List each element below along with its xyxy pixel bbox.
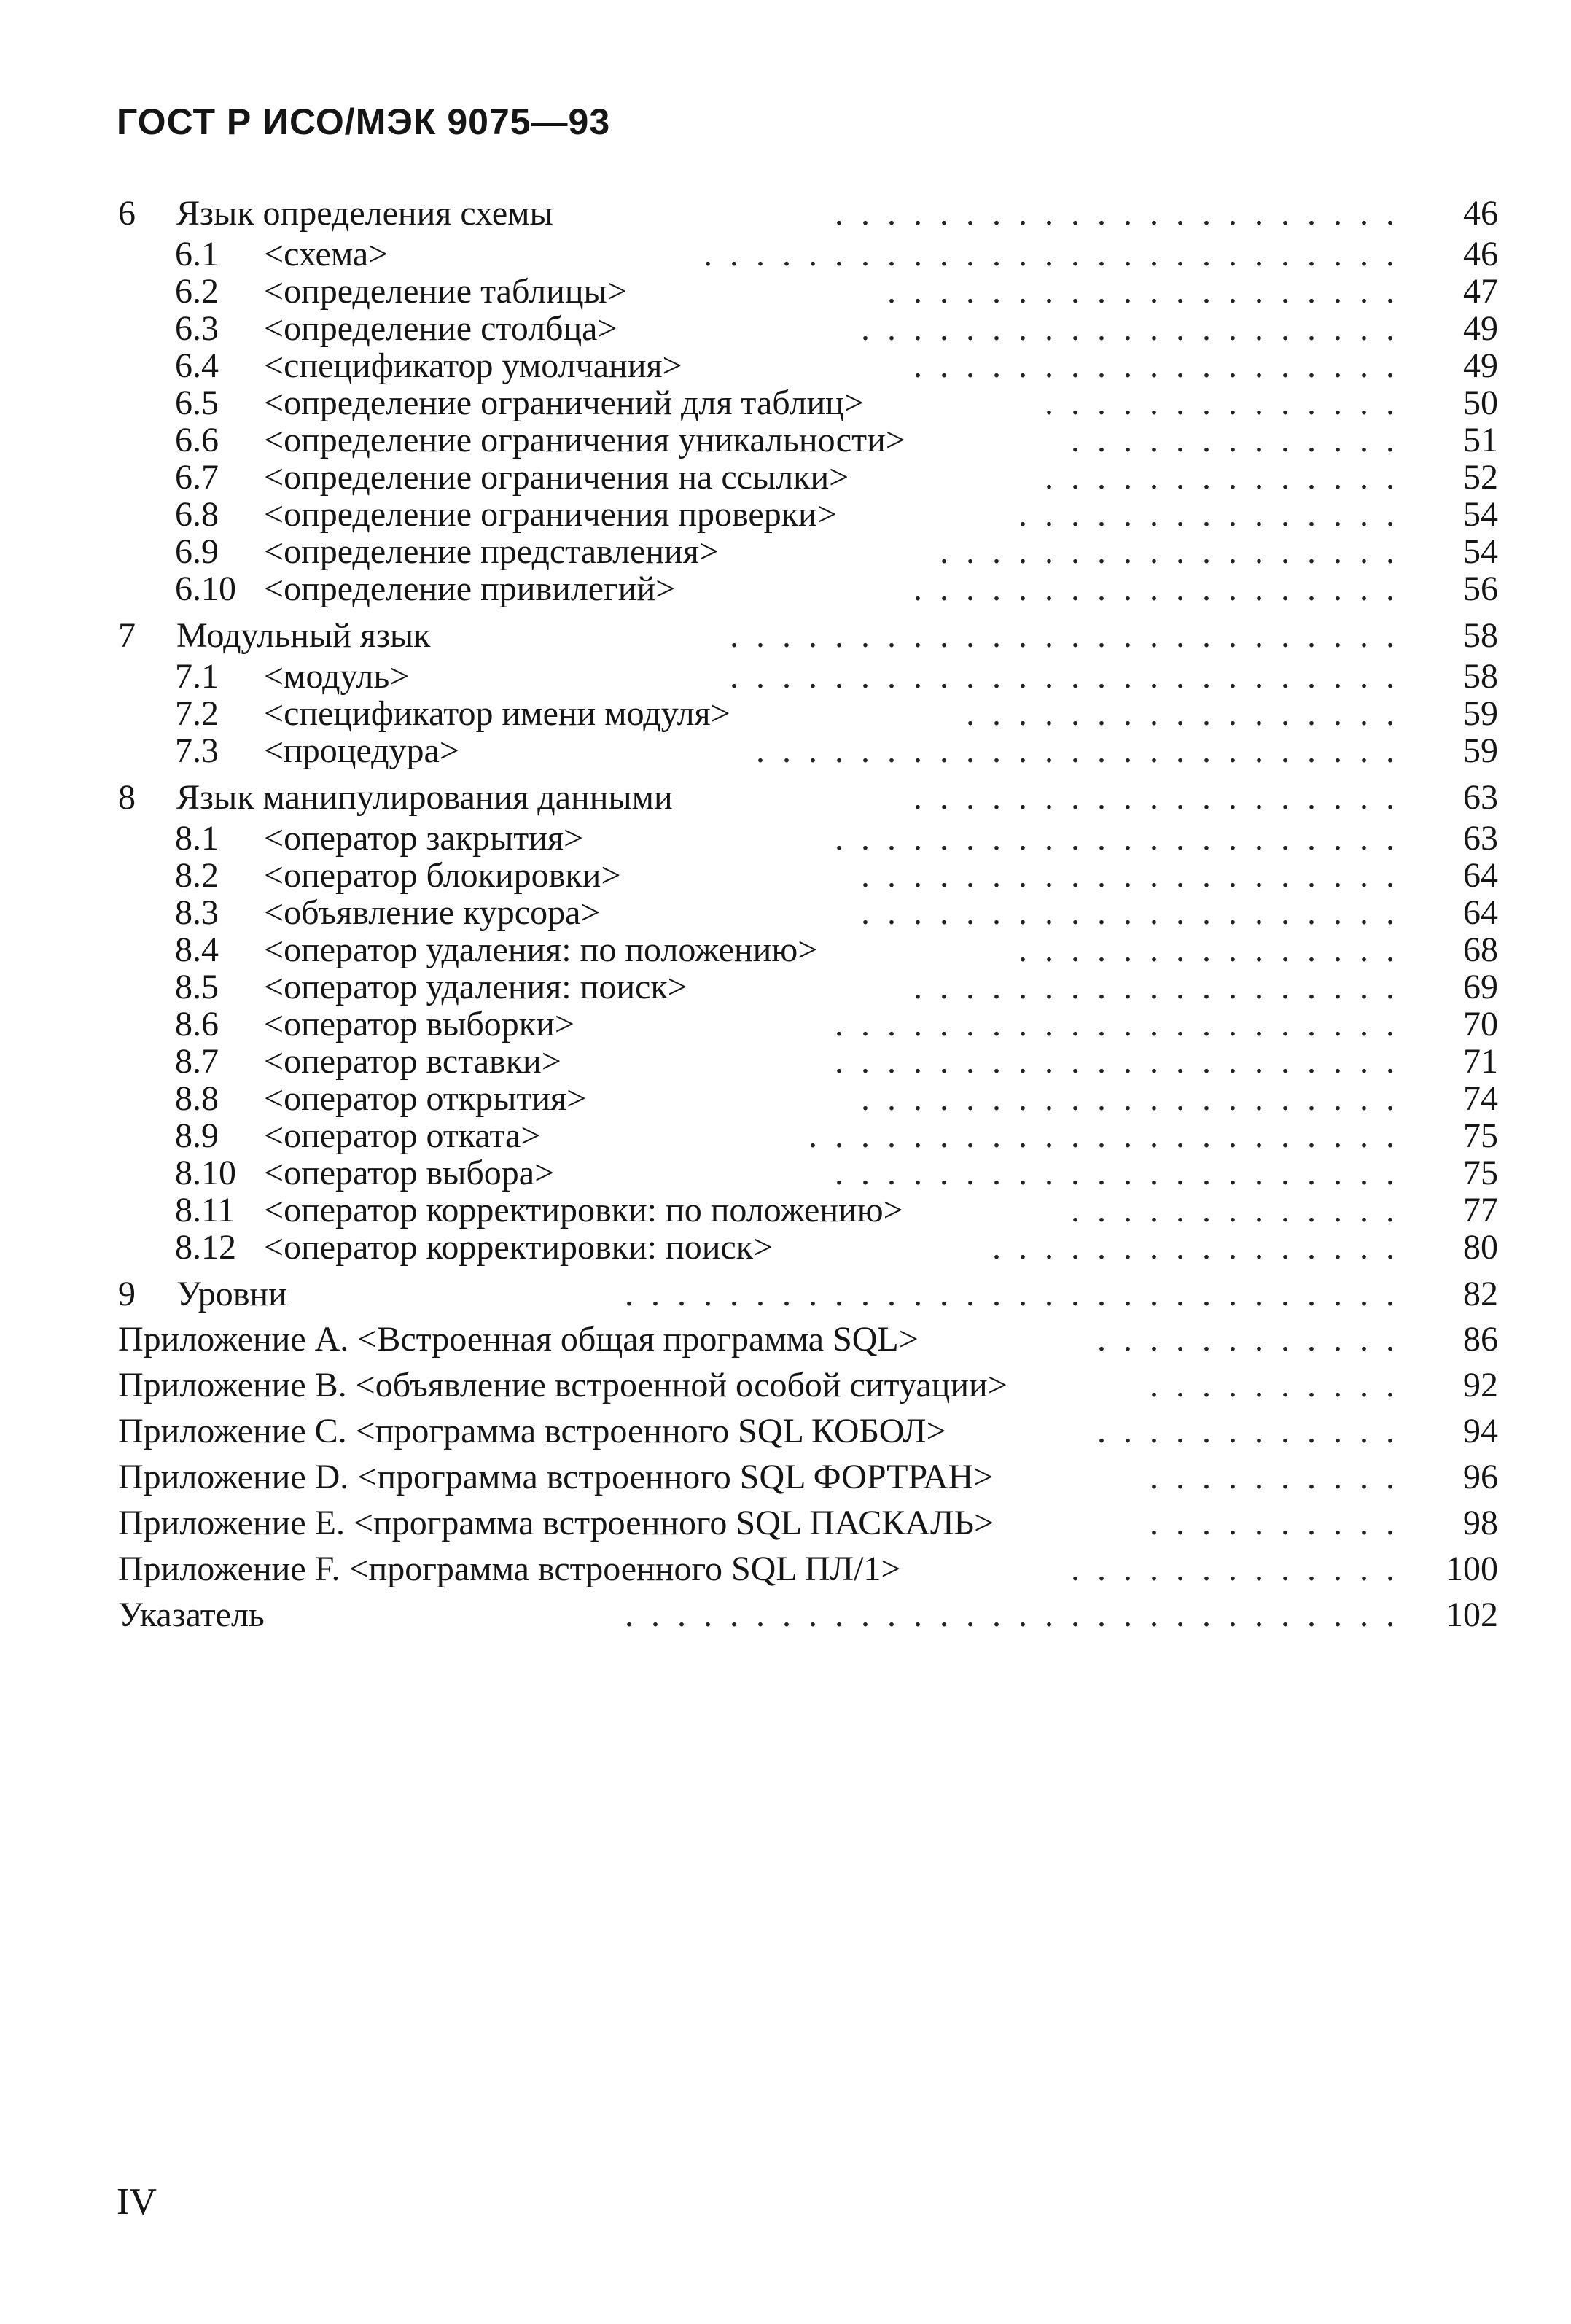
toc-leader-dots: ...................... [835,1154,1412,1192]
toc-leader-dots: ............ [1097,1412,1412,1450]
toc-leader-dots: .............. [1045,384,1412,422]
toc-entry-title: Приложение D. <программа встроенного SQL ФОРТРАН> [118,1458,994,1496]
toc-entry-title: <оператор корректировки: поиск> [264,1228,773,1267]
toc-entry-page: 63 [1463,778,1498,817]
toc-entry-page: 75 [1463,1154,1498,1192]
toc-entry-title: Указатель [118,1596,265,1634]
toc-entry-number: 8.12 [175,1228,236,1267]
toc-entry-title: <спецификатор имени модуля> [264,694,730,733]
toc-entry-page: 58 [1463,657,1498,696]
toc-section-entry [118,775,1498,820]
toc-entry-page: 52 [1463,458,1498,497]
toc-subsection-entry [118,1080,1498,1117]
toc-leader-dots: ..................... [861,309,1412,348]
toc-subsection-entry [118,1043,1498,1080]
toc-leader-dots: ............... [1018,930,1412,969]
toc-entry-page: 70 [1463,1005,1498,1044]
toc-section-entry [118,1272,1498,1316]
toc-entry-title: <оператор закрытия> [264,819,584,858]
toc-entry-page: 82 [1463,1275,1498,1313]
toc-entry-title: <определение таблицы> [264,272,627,311]
toc-subsection-entry [118,273,1498,310]
toc-entry-page: 96 [1463,1458,1498,1496]
toc-entry-title: <оператор открытия> [264,1079,587,1118]
toc-subsection-entry [118,695,1498,732]
toc-entry-number: 7.2 [175,694,219,733]
toc-leader-dots: ...................... [835,194,1412,233]
toc-leader-dots: .............................. [625,1596,1412,1634]
toc-entry-page: 75 [1463,1116,1498,1155]
toc-subsection-entry [118,496,1498,533]
toc-entry-number: 6.7 [175,458,219,497]
toc-entry-title: <определение представления> [264,532,719,571]
toc-subsection-entry [118,931,1498,968]
toc-entry-page: 59 [1463,731,1498,770]
toc-entry-page: 94 [1463,1412,1498,1450]
toc-entry-number: 6.3 [175,309,219,348]
toc-entry-title: <определение ограничения на ссылки> [264,458,849,497]
toc-subsection-entry [118,421,1498,459]
toc-leader-dots: .............. [1045,458,1412,497]
toc-subsection-entry [118,310,1498,347]
toc-entry-page: 54 [1463,495,1498,534]
toc-entry-page: 63 [1463,819,1498,858]
toc-entry-title: Приложение B. <объявление встроенной особой ситуации> [118,1366,1007,1404]
toc-entry-title: Приложение E. <программа встроенного SQL ПАСКАЛЬ> [118,1504,994,1542]
toc-entry-number: 6.5 [175,384,219,422]
toc-appendix-entry [118,1500,1498,1546]
toc-entry-title: Приложение C. <программа встроенного SQL КОБОЛ> [118,1412,946,1450]
toc-leader-dots: ..................... [861,1079,1412,1118]
toc-entry-title: Модульный язык [176,616,431,655]
toc-leader-dots: ................ [992,1228,1412,1267]
toc-section-entry [118,613,1498,658]
toc-entry-title: <оператор удаления: поиск> [264,968,687,1006]
toc-entry-page: 64 [1463,856,1498,895]
toc-leader-dots: .............................. [625,1275,1412,1313]
toc-appendix-entry [118,1408,1498,1454]
toc-leader-dots: .................. [940,532,1412,571]
toc-entry-number: 7.3 [175,731,219,770]
toc-entry-page: 51 [1463,421,1498,459]
toc-subsection-entry [118,968,1498,1006]
toc-entry-page: 49 [1463,309,1498,348]
toc-subsection-entry [118,236,1498,273]
toc-appendix-entry [118,1546,1498,1592]
toc-leader-dots: ................... [913,778,1412,817]
toc-leader-dots: ................... [913,346,1412,385]
toc-entry-title: Уровни [176,1275,287,1313]
toc-section-entry [118,191,1498,236]
toc-subsection-entry [118,658,1498,695]
toc-entry-page: 56 [1463,570,1498,608]
toc-subsection-entry [118,459,1498,496]
toc-entry-page: 100 [1446,1550,1498,1588]
toc-entry-page: 102 [1446,1596,1498,1634]
page-header-title: ГОСТ Р ИСО/МЭК 9075—93 [117,101,611,142]
toc-appendix-entry [118,1592,1498,1638]
toc-entry-number: 8.2 [175,856,219,895]
toc-entry-number: 6.10 [175,570,236,608]
toc-leader-dots: ....................... [808,1116,1412,1155]
toc-subsection-entry [118,857,1498,894]
toc-appendix-entry [118,1316,1498,1362]
toc-leader-dots: ......................... [756,731,1412,770]
toc-subsection-entry [118,570,1498,607]
toc-entry-page: 74 [1463,1079,1498,1118]
toc-leader-dots: .......... [1150,1504,1412,1542]
toc-entry-page: 59 [1463,694,1498,733]
toc-entry-title: <оператор блокировки> [264,856,621,895]
toc-entry-page: 86 [1463,1320,1498,1359]
toc-entry-title: Приложение A. <Встроенная общая программа SQL> [118,1320,919,1359]
toc-entry-page: 49 [1463,346,1498,385]
toc-appendix-entry [118,1362,1498,1408]
toc-subsection-entry [118,1006,1498,1043]
toc-entry-number: 8 [118,778,136,817]
toc-leader-dots: ............. [1071,1550,1412,1588]
toc-entry-number: 7 [118,616,136,655]
toc-leader-dots: ...................... [835,1042,1412,1081]
toc-entry-number: 6 [118,194,136,233]
toc-leader-dots: .......... [1150,1458,1412,1496]
toc-entry-number: 6.6 [175,421,219,459]
toc-leader-dots: ............... [1018,495,1412,534]
toc-entry-page: 47 [1463,272,1498,311]
toc-appendix-entry [118,1454,1498,1500]
toc-entry-title: <модуль> [264,657,410,696]
toc-entry-page: 69 [1463,968,1498,1006]
toc-entry-number: 6.8 [175,495,219,534]
toc-entry-page: 98 [1463,1504,1498,1542]
toc-entry-page: 46 [1463,194,1498,233]
toc-leader-dots: ..................... [861,893,1412,932]
toc-entry-number: 8.5 [175,968,219,1006]
toc-entry-number: 8.9 [175,1116,219,1155]
toc-entry-title: <оператор удаления: по положению> [264,930,818,969]
toc-leader-dots: .......................... [730,616,1412,655]
toc-entry-number: 8.8 [175,1079,219,1118]
toc-entry-number: 9 [118,1275,136,1313]
toc-subsection-entry [118,1117,1498,1154]
toc-subsection-entry [118,820,1498,857]
toc-entry-title: Язык манипулирования данными [176,778,673,817]
toc-leader-dots: ........................... [703,235,1412,273]
toc-subsection-entry [118,1154,1498,1192]
toc-entry-number: 6.4 [175,346,219,385]
toc-subsection-entry [118,1192,1498,1229]
toc-entry-title: <определение ограничения проверки> [264,495,837,534]
page-number-roman: IV [117,2181,157,2223]
toc-entry-number: 8.11 [175,1191,235,1229]
toc-entry-title: <спецификатор умолчания> [264,346,682,385]
toc-entry-title: Язык определения схемы [176,194,553,233]
toc-entry-title: <определение столбца> [264,309,617,348]
toc-entry-title: <определение ограничения уникальности> [264,421,905,459]
toc-subsection-entry [118,894,1498,931]
toc-entry-title: <оператор выборки> [264,1005,574,1044]
toc-leader-dots: ...................... [835,819,1412,858]
toc-leader-dots: ................... [913,968,1412,1006]
toc-entry-page: 46 [1463,235,1498,273]
toc-entry-title: <процедура> [264,731,459,770]
toc-entry-page: 68 [1463,930,1498,969]
toc-entry-page: 54 [1463,532,1498,571]
toc-entry-number: 6.1 [175,235,219,273]
toc-entry-page: 71 [1463,1042,1498,1081]
toc-entry-title: <схема> [264,235,389,273]
toc-leader-dots: ............ [1097,1320,1412,1359]
toc-entry-number: 6.9 [175,532,219,571]
toc-subsection-entry [118,1229,1498,1266]
toc-subsection-entry [118,533,1498,570]
toc-leader-dots: .......................... [730,657,1412,696]
toc-entry-number: 8.3 [175,893,219,932]
toc-subsection-entry [118,732,1498,769]
toc-entry-title: <оператор отката> [264,1116,541,1155]
toc-entry-number: 6.2 [175,272,219,311]
toc-entry-number: 8.4 [175,930,219,969]
toc-leader-dots: ..................... [861,856,1412,895]
toc-leader-dots: .................... [887,272,1412,311]
toc-entry-title: <определение привилегий> [264,570,676,608]
toc-entry-title: <объявление курсора> [264,893,601,932]
toc-entry-page: 77 [1463,1191,1498,1229]
toc-leader-dots: ................. [966,694,1412,733]
toc-leader-dots: .......... [1150,1366,1412,1404]
toc-entry-page: 92 [1463,1366,1498,1404]
toc-entry-number: 7.1 [175,657,219,696]
toc-entry-page: 80 [1463,1228,1498,1267]
toc-entry-title: Приложение F. <программа встроенного SQL ПЛ/1> [118,1550,901,1588]
toc-entry-page: 50 [1463,384,1498,422]
toc-entry-title: <оператор выбора> [264,1154,555,1192]
toc-subsection-entry [118,384,1498,421]
toc-entry-page: 64 [1463,893,1498,932]
table-of-contents [118,191,1498,1638]
toc-entry-number: 8.10 [175,1154,236,1192]
toc-entry-number: 8.1 [175,819,219,858]
toc-entry-title: <оператор корректировки: по положению> [264,1191,903,1229]
toc-subsection-entry [118,347,1498,384]
toc-entry-title: <определение ограничений для таблиц> [264,384,864,422]
toc-entry-title: <оператор вставки> [264,1042,561,1081]
toc-leader-dots: ...................... [835,1005,1412,1044]
toc-entry-number: 8.6 [175,1005,219,1044]
toc-leader-dots: ............. [1071,421,1412,459]
toc-leader-dots: ................... [913,570,1412,608]
toc-entry-number: 8.7 [175,1042,219,1081]
toc-entry-page: 58 [1463,616,1498,655]
toc-leader-dots: ............. [1071,1191,1412,1229]
